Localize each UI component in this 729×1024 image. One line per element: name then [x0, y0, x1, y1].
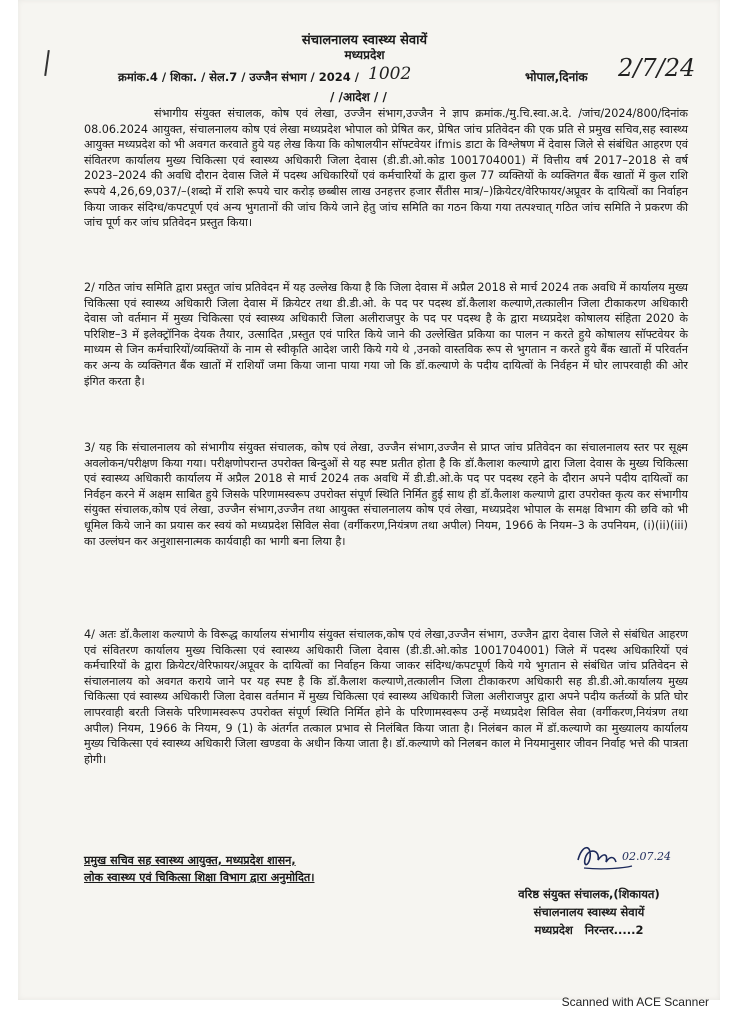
handwritten-signature [574, 838, 684, 878]
order-title: / /आदेश / / [330, 90, 387, 104]
signature-block [464, 885, 714, 939]
paragraph-2: 2/ गठित जांच समिति द्वारा प्रस्तुत जांच प्रतिवेदन में यह उल्लेख किया है कि जिला देवास में अप्रैल 2018 से मार्च 2024 तक अवधि में कार्यालय मुख्य चिकित्सा एवं स्वास्थ्य अधिकारी जिला देवास में क्रियेटर तथा डी.डी.ओ. के पद पर पदस्थ डॉ.कैलाश कल्याणे,तत्कालीन जिला टीकाकरण अधिकारी देवास जो वर्तमान में मुख्य चिकित्सा एवं स्वास्थ्य अधिकारी जिला अलीराजपुर के पद पर पदस्थ है के द्वारा मध्यप्रदेश कोषालय संहिता 2020 के परिशिष्ट–3 में इलेक्ट्रॉनिक देयक तैयार, उत्सादित ,प्रस्तुत एवं पारित किये जाने की उल्लेखित प्रकिया का पालन न करते हुये कोषालय सॉफ्टवेयर के माध्यम से जिन कर्मचारियों/व्यक्तियों के नाम से स्वीकृति आदेश जारी किये गये थे ,उनको वास्तविक रूप से भुगतान न करते हुये बैंक खातों में परिवर्तन कर अन्य के व्यक्तिगत बैंक खातों में राशियॉं जमा किया जाना पाया गया जो कि डॉ.कल्याणे के पदीय दायित्वों के निर्वहन में घोर लापरवाही की ओर इंगित करता है। [84, 281, 688, 388]
signature-date: 02.07.24 [622, 850, 671, 863]
signatory-designation: वरिष्ठ संयुक्त संचालक,(शिकायत) [518, 887, 660, 901]
approval-note [84, 852, 315, 886]
reference-number: क्रमांक.4 / शिका. / सेल.7 / उज्जैन संभाग / 2024 / [118, 70, 359, 84]
signatory-office: संचालनालय स्वास्थ्य सेवायें [533, 905, 645, 919]
paragraph-4: 4/ अतः डॉ.कैलाश कल्याणे के विरूद्ध कार्यालय संभागीय संयुक्त संचालक,कोष एवं लेखा,उज्जैन संभाग, उज्जैन द्वारा देवास जिले से संबंधित आहरण एवं संवितरण कार्यालय मुख्य चिकित्सा एवं स्वास्थ्य अधिकारी जिला देवास (डी.डी.ओ.कोड 1001704001) जिले में पदस्थ अधिकारियों एवं कर्मचारियों के द्वारा क्रियेटर/वेरिफायर/अप्रूवर के दायित्वों का निर्वाहन किया जाकर संदिग्ध/कपटपूर्ण किये गये भुगतान से संबंधित जांच प्रतिवेदन से संचालनालय को अवगत कराये जाने पर यह स्पष्ट है कि डॉ.कैलाश कल्याणे,तत्कालीन जिला टीकाकरण अधिकारी सह डी.डी.ओ.कार्यालय मुख्य चिकित्सा एवं स्वास्थ्य अधिकारी जिला देवास वर्तमान में मुख्य चिकित्सा एवं स्वास्थ्य अधिकारी जिला अलीराजपुर द्वारा अपने पदीय कर्तव्यों के प्रति घोर लापरवाही बरती जिसके परिणामस्वरूप उपरोक्त संपूर्ण स्थिति निर्मित होने के परिणामस्वरूप उन्हें मध्यप्रदेश सिविल सेवा (वर्गीकरण,नियंत्रण तथा अपील) नियम, 1966 के नियम, 9 (1) के अंतर्गत तत्काल प्रभाव से निलंबित किया जाता है। निलंबन काल में डॉ.कल्याणे का मुख्यालय कार्यालय मुख्य चिकित्सा एवं स्वास्थ्य अधिकारी जिला खण्डवा के अधीन किया जाता है। डॉ.कल्याणे को निलबन काल मे नियमानुसार जीवन निर्वाह भत्ते की पात्रता होगी। [84, 628, 688, 766]
scanner-watermark: Scanned with ACE Scanner [561, 995, 709, 1009]
handwritten-date: 2/7/24 [618, 54, 696, 82]
approval-line-1: प्रमुख सचिव सह स्वास्थ्य आयुक्त, मध्यप्रदेश शासन, [84, 854, 296, 867]
paragraph-3: 3/ यह कि संचालनालय को संभागीय संयुक्त संचालक, कोष एवं लेखा, उज्जैन संभाग,उज्जैन से प्राप्त जांच प्रतिवेदन का संचालनालय स्तर पर सूक्ष्म अवलोकन/परीक्षण किया गया। परीक्षणोपरान्त उपरोक्त बिन्दुओं से यह स्पष्ट प्रतीत होता है कि डॉ.कैलाश कल्याणे द्वारा जिला देवास के मुख्य चिकित्सा एवं स्वास्थ्य अधिकारी कार्यालय में अप्रैल 2018 से मार्च 2024 तक अवधि में डी.डी.ओ.के पद पर पदस्थ रहने के दौरान अपने पदीय दायित्वों का निर्वहन करने में अक्षम साबित हुये जिसके परिणामस्वरूप उपरोक्त संपूर्ण स्थिति निर्मित हुई साथ ही डॉ.कैलाश कल्याणे द्वारा उपरोक्त कृत्य कर संभागीय संयुक्त संचालक,कोष एवं लेखा, उज्जैन संभाग,उज्जैन तथा आयुक्त संचालनालय कोष एवं लेखा, मध्यप्रदेश भोपाल के समक्ष विभाग की छवि को भी धूमिल किये जाने का प्रयास कर स्वयं को मध्यप्रदेश सिविल सेवा (वर्गीकरण,नियंत्रण तथा अपील) नियम, 1966 के नियम–3 के उपनियम, (i)(ii)(iii) का उल्लंघन कर अनुशासनात्मक कार्यवाही का भागी बना लिया है। [84, 441, 688, 548]
state-heading: मध्यप्रदेश [344, 48, 385, 62]
paragraph-1: संभागीय संयुक्त संचालक, कोष एवं लेखा, उज्जैन संभाग,उज्जैन ने ज्ञाप क्रमांक./मु.चि.स्वा.अ.दे. /जांच/2024/800/दिनांक 08.06.2024 आयुक्त, संचालनालय कोष एवं लेखा मध्यप्रदेश भोपाल को प्रेषित कर, प्रेषित जांच प्रतिवेदन की एक प्रति से प्रमुख सचिव,सह स्वास्थ्य आयुक्त मध्यप्रदेश को भी अवगत करवाते हुये यह लेख किया कि कोषालयीन सॉफ्टवेयर ifmis डाटा के विश्लेषण में देवास जिले से संबंधित आहरण एवं संवितरण कार्यालय मुख्य चिकित्सा एवं स्वास्थ्य अधिकारी जिला देवास (डी.डी.ओ.कोड 1001704001) में वित्तीय वर्ष 2017–2018 से वर्ष 2023–2024 की अवधि दौरान देवास जिले में पदस्थ अधिकारियों एवं कर्मचारियों के द्वारा कुल 77 व्यक्तियों के व्यक्तिगत बैंक खातों में कुल राशि रूपये 4,26,69,037/–(शब्दो में राशि रूपये चार करोड़ छब्बीस लाख उनहत्तर हजार सैंतीस मात्र/–)क्रियेटर/वेरिफायर/अप्रूवर के दायित्वों का निर्वाहन किया जाकर संदिग्ध/कपटपूर्ण एवं अन्य भुगतानों की जांच किये जाने हेतु जांच समिति का गठन किया गया तत्पश्चात् गठित जांच समिति ने प्रकरण की जांच पूर्ण कर जांच प्रतिवेदन प्रस्तुत किया। [84, 107, 688, 230]
approval-line-2: लोक स्वास्थ्य एवं चिकित्सा शिक्षा विभाग द्वारा अनुमोदित। [84, 871, 315, 884]
signatory-state-continued: मध्यप्रदेश निरन्तर.....2 [534, 923, 644, 937]
directorate-heading: संचालनालय स्वास्थ्य सेवायें [301, 33, 428, 48]
place-date-label: भोपाल,दिनांक [525, 70, 588, 84]
handwritten-dispatch-number: 1002 [368, 64, 412, 84]
